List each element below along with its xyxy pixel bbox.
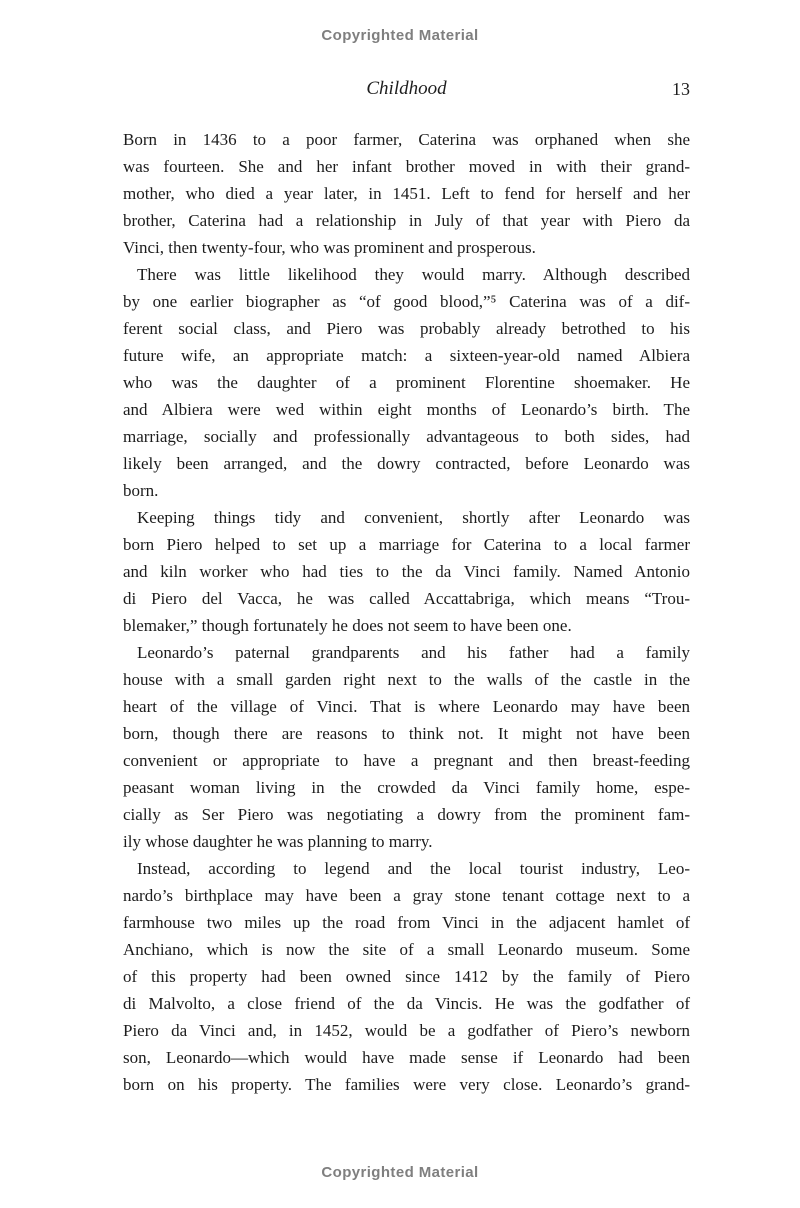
text-line: There was little likelihood they would marry. Although described	[137, 265, 690, 284]
text-line: and kiln worker who had ties to the da Vinci family. Named Antonio	[123, 562, 690, 581]
text-line: born on his property. The families were very close. Leonardo’s grand-	[123, 1075, 690, 1094]
text-line: likely been arranged, and the dowry contracted, before Leonardo was	[123, 454, 690, 473]
text-line: Leonardo’s paternal grandparents and his father had a family	[137, 643, 690, 662]
body-text	[123, 126, 690, 1098]
text-line: born.	[123, 481, 159, 500]
text-line: Anchiano, which is now the site of a small Leonardo museum. Some	[123, 940, 690, 959]
text-line: marriage, socially and professionally advantageous to both sides, had	[123, 427, 690, 446]
text-line: Keeping things tidy and convenient, shortly after Leonardo was	[137, 508, 690, 527]
text-line: farmhouse two miles up the road from Vinci in the adjacent hamlet of	[123, 913, 690, 932]
text-line: house with a small garden right next to the walls of the castle in the	[123, 670, 690, 689]
paragraph	[123, 126, 690, 261]
paragraph	[123, 639, 690, 855]
text-line: Piero da Vinci and, in 1452, would be a godfather of Piero’s newborn	[123, 1021, 690, 1040]
text-line: Instead, according to legend and the local tourist industry, Leo-	[137, 859, 690, 878]
copyright-notice-top: Copyrighted Material	[321, 27, 479, 44]
text-line: and Albiera were wed within eight months of Leonardo’s birth. The	[123, 400, 690, 419]
text-line: born, though there are reasons to think not. It might not have been	[123, 724, 690, 743]
text-line: mother, who died a year later, in 1451. Left to fend for herself and her	[123, 184, 690, 203]
text-line: cially as Ser Piero was negotiating a dowry from the prominent fam-	[123, 805, 690, 824]
text-line: Vinci, then twenty-four, who was prominent and prosperous.	[123, 238, 536, 257]
text-line: who was the daughter of a prominent Florentine shoemaker. He	[123, 373, 690, 392]
text-line: was fourteen. She and her infant brother moved in with their grand-	[123, 157, 690, 176]
paragraph	[123, 504, 690, 639]
text-line: born Piero helped to set up a marriage for Caterina to a local farmer	[123, 535, 690, 554]
text-line: heart of the village of Vinci. That is where Leonardo may have been	[123, 697, 690, 716]
copyright-notice-bottom: Copyrighted Material	[321, 1164, 479, 1181]
chapter-title: Childhood	[366, 78, 447, 99]
text-line: Born in 1436 to a poor farmer, Caterina was orphaned when she	[123, 130, 690, 149]
page-number: 13	[672, 79, 690, 99]
text-line: blemaker,” though fortunately he does not seem to have been one.	[123, 616, 572, 635]
paragraph	[123, 261, 690, 504]
text-line: convenient or appropriate to have a pregnant and then breast-feeding	[123, 751, 690, 770]
text-line: ily whose daughter he was planning to marry.	[123, 832, 433, 851]
text-line: by one earlier biographer as “of good blood,”⁵ Caterina was of a dif-	[123, 292, 690, 311]
text-line: nardo’s birthplace may have been a gray stone tenant cottage next to a	[123, 886, 690, 905]
text-line: di Piero del Vacca, he was called Accattabriga, which means “Trou-	[123, 589, 690, 608]
text-line: brother, Caterina had a relationship in July of that year with Piero da	[123, 211, 690, 230]
running-header	[123, 78, 690, 105]
paragraph	[123, 855, 690, 1098]
text-line: of this property had been owned since 1412 by the family of Piero	[123, 967, 690, 986]
text-line: son, Leonardo—which would have made sense if Leonardo had been	[123, 1048, 690, 1067]
text-line: ferent social class, and Piero was probably already betrothed to his	[123, 319, 690, 338]
text-line: peasant woman living in the crowded da Vinci family home, espe-	[123, 778, 690, 797]
text-line: di Malvolto, a close friend of the da Vincis. He was the godfather of	[123, 994, 690, 1013]
text-line: future wife, an appropriate match: a sixteen-year-old named Albiera	[123, 346, 690, 365]
